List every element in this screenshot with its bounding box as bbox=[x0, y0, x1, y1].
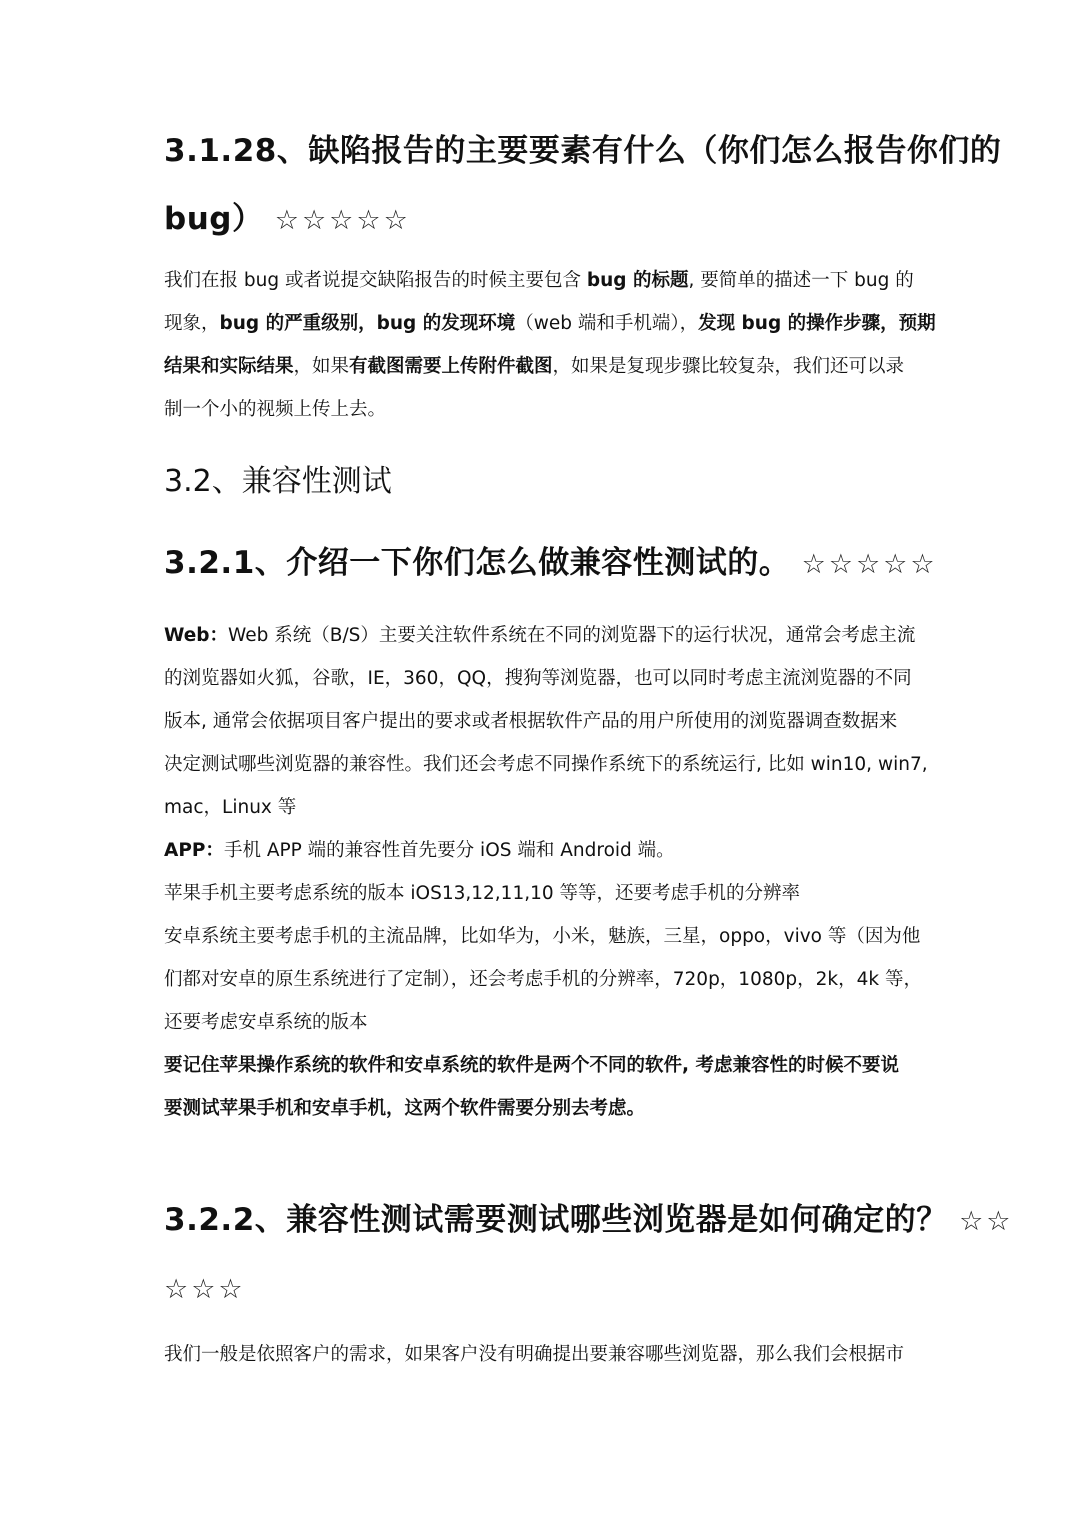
rating-stars: ☆☆☆☆☆ bbox=[274, 205, 411, 236]
text-run: 现象， bbox=[164, 313, 220, 334]
paragraph-line: 苹果手机主要考虑系统的版本 iOS13,12,11,10 等等，还要考虑手机的分辨率 bbox=[164, 883, 801, 904]
heading-3-2-1-text: 3.2.1、介绍一下你们怎么做兼容性测试的。 bbox=[164, 545, 791, 581]
paragraph-bug-report bbox=[164, 259, 936, 431]
heading-3-1-28 bbox=[164, 117, 1002, 253]
heading-3-2: 3.2、兼容性测试 bbox=[164, 464, 392, 499]
text-run: ，如果 bbox=[293, 356, 350, 377]
rating-stars: ☆☆☆ bbox=[164, 1274, 246, 1305]
text-run: 我们在报 bug 或者说提交缺陷报告的时候主要包含 bbox=[164, 270, 587, 291]
paragraph-web-compat bbox=[164, 614, 928, 1130]
web-label: Web： bbox=[164, 625, 229, 646]
paragraph-line bbox=[164, 302, 936, 345]
paragraph-line: 的浏览器如火狐，谷歌，IE，360，QQ，搜狗等浏览器，也可以同时考虑主流浏览器的不同 bbox=[164, 668, 912, 689]
paragraph-line: 版本, 通常会依据项目客户提出的要求或者根据软件产品的用户所使用的浏览器调查数据来 bbox=[164, 711, 898, 732]
heading-3-2-1 bbox=[164, 529, 938, 597]
paragraph-line bbox=[164, 614, 920, 657]
paragraph-line: 决定测试哪些浏览器的兼容性。我们还会考虑不同操作系统下的系统运行, 比如 win10, win7, bbox=[164, 754, 928, 775]
text-run: （web 端和手机端）， bbox=[515, 313, 699, 334]
text-run: ，如果是复现步骤比较复杂，我们还可以录 bbox=[552, 356, 905, 377]
paragraph-line bbox=[164, 829, 920, 872]
heading-3-1-28-line1: 3.1.28、缺陷报告的主要要素有什么（你们怎么报告你们的 bbox=[164, 133, 1002, 169]
heading-3-2-2 bbox=[164, 1186, 1014, 1322]
paragraph-browser-selection bbox=[164, 1333, 920, 1376]
bold-run: bug 的严重级别，bug 的发现环境 bbox=[219, 313, 516, 334]
paragraph-line bbox=[164, 345, 920, 388]
paragraph-line bbox=[164, 259, 920, 302]
heading-3-2-2-text: 3.2.2、兼容性测试需要测试哪些浏览器是如何确定的？ bbox=[164, 1202, 948, 1238]
text-run: , 要简单的描述一下 bug 的 bbox=[688, 270, 914, 291]
paragraph-line: 安卓系统主要考虑手机的主流品牌，比如华为，小米，魅族，三星，oppo，vivo 等（因为他 bbox=[164, 926, 921, 947]
bold-run: 结果和实际结果 bbox=[164, 356, 294, 377]
bold-run: 有截图需要上传附件截图 bbox=[349, 356, 553, 377]
bold-run: bug 的标题 bbox=[586, 270, 689, 291]
paragraph-line-bold: 要记住苹果操作系统的软件和安卓系统的软件是两个不同的软件, 考虑兼容性的时候不要说 bbox=[164, 1055, 899, 1076]
paragraph-line: 制一个小的视频上传上去。 bbox=[164, 399, 387, 420]
text-run: Web 系统（B/S）主要关注软件系统在不同的浏览器下的运行状况，通常会考虑主流 bbox=[228, 625, 916, 646]
heading-3-2-1-line bbox=[164, 529, 938, 597]
heading-3-2-2-line1 bbox=[164, 1186, 1014, 1254]
heading-3-2-2-line2 bbox=[164, 1254, 920, 1322]
text-run: 手机 APP 端的兼容性首先要分 iOS 端和 Android 端。 bbox=[223, 840, 675, 861]
paragraph-line: 我们一般是依照客户的需求，如果客户没有明确提出要兼容哪些浏览器，那么我们会根据市 bbox=[164, 1344, 905, 1365]
paragraph-line: mac，Linux 等 bbox=[164, 797, 297, 818]
paragraph-line: 还要考虑安卓系统的版本 bbox=[164, 1012, 368, 1033]
paragraph-line: 们都对安卓的原生系统进行了定制），还会考虑手机的分辨率，720p，1080p，2k，4k 等， bbox=[164, 969, 922, 990]
heading-3-1-28-line2 bbox=[164, 185, 920, 253]
heading-3-1-28-line2-text: bug） bbox=[164, 201, 264, 237]
app-label: APP： bbox=[164, 840, 224, 861]
paragraph-line-bold: 要测试苹果手机和安卓手机，这两个软件需要分别去考虑。 bbox=[164, 1098, 646, 1119]
rating-stars: ☆☆ bbox=[959, 1206, 1014, 1237]
bold-run: 发现 bug 的操作步骤，预期 bbox=[698, 313, 936, 334]
rating-stars: ☆☆☆☆☆ bbox=[801, 549, 938, 580]
